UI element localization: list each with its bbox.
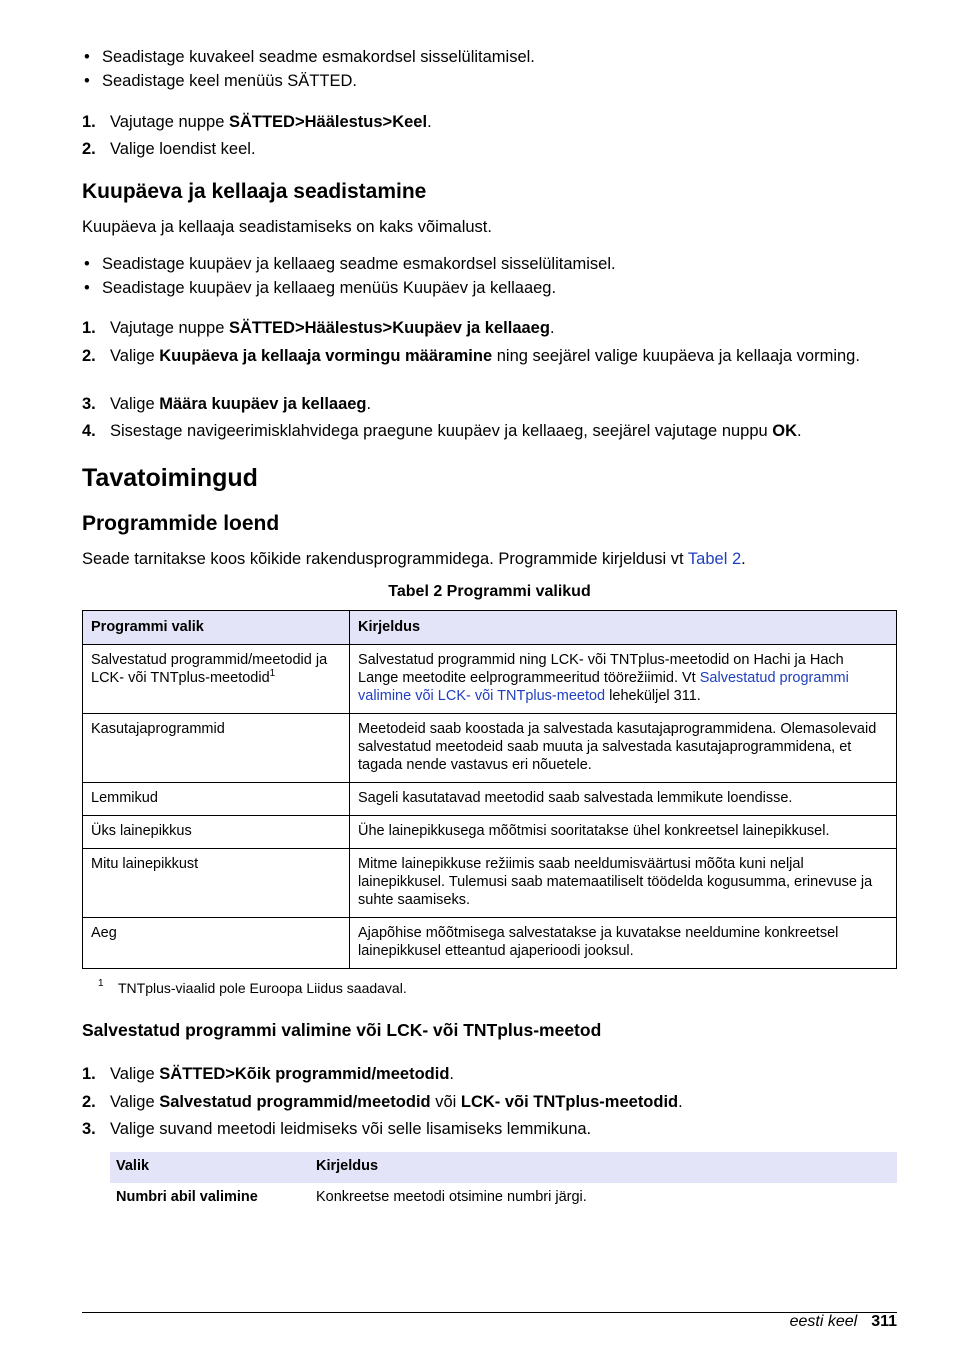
table-cell: Aeg: [83, 918, 350, 969]
table-cell: Ühe lainepikkusega mõõtmisi sooritatakse ühel konkreetsel lainepikkusel.: [350, 816, 897, 849]
section-heading-programs: Programmide loend: [82, 512, 280, 535]
step-text: Vajutage nuppe: [110, 113, 229, 131]
saved-step-1: [82, 1064, 897, 1085]
table-cell: Meetodeid saab koostada ja salvestada kasutajaprogrammidena. Olemasolevaid salvestatud meetodeid saab muuta ja salvestada kasutajaprogrammidena, et tagada nende vastavus eri nõuetele.: [350, 714, 897, 783]
step-number: 3.: [82, 395, 96, 413]
table-row: [83, 849, 897, 918]
menu-path: SÄTTED>Häälestus>Kuupäev ja kellaaeg: [228, 319, 550, 337]
step-text: või: [430, 1093, 461, 1111]
programs-intro: [82, 550, 746, 569]
step-text: Valige: [110, 1093, 160, 1111]
step-text: Valige: [110, 395, 160, 413]
table-row: [83, 816, 897, 849]
datetime-step-4: [82, 421, 897, 442]
datetime-intro: Kuupäeva ja kellaaja seadistamiseks on kaks võimalust.: [82, 218, 492, 236]
language-step-2: [82, 139, 897, 160]
step-text: Vajutage nuppe: [110, 319, 229, 337]
step-number: 1.: [82, 113, 96, 131]
footnote-marker: 1: [269, 668, 276, 680]
saved-step-2: [82, 1092, 897, 1113]
table-row: [110, 1183, 897, 1211]
options-table: [110, 1152, 897, 1211]
step-text: .: [797, 422, 802, 440]
datetime-step-1: [82, 318, 897, 339]
table-cell: Numbri abil valimine: [116, 1189, 258, 1205]
step-text: ning seejärel valige kuupäeva ja kellaaja vorming.: [492, 347, 860, 365]
table-row: [83, 714, 897, 783]
footnote-number: 1: [98, 978, 104, 989]
step-text: .: [366, 395, 372, 413]
section-link[interactable]: Salvestatud programmi valimine või LCK- või TNTplus-meetod: [358, 670, 849, 704]
table-cell: Sageli kasutatavad meetodid saab salvestada lemmikute loendisse.: [350, 783, 897, 816]
menu-option: Määra kuupäev ja kellaaeg: [159, 395, 367, 413]
table-row: [83, 783, 897, 816]
list-item: • Seadistage kuupäev ja kellaaeg menüüs Kuupäev ja kellaaeg.: [82, 276, 616, 300]
table-header-cell: Valik: [110, 1152, 310, 1183]
list-item: • Seadistage keel menüüs SÄTTED.: [82, 69, 535, 93]
menu-option: LCK- või TNTplus-meetodid: [460, 1093, 679, 1111]
table-cell: Kasutajaprogrammid: [83, 714, 350, 783]
step-number: 2.: [82, 347, 96, 365]
saved-step-3: [82, 1119, 897, 1140]
table-cell: [83, 645, 350, 714]
table-row: [83, 645, 897, 714]
step-text: Valige loendist keel.: [110, 140, 256, 158]
programs-table: [82, 610, 897, 969]
step-text: .: [427, 113, 432, 131]
step-text: .: [449, 1065, 454, 1083]
table-cell: Ajapõhise mõõtmisega salvestatakse ja kuvatakse neeldumine konkreetsel lainepikkusel etteantud ajaperioodi jooksul.: [350, 918, 897, 969]
step-number: 3.: [82, 1120, 96, 1138]
step-number: 1.: [82, 319, 96, 337]
step-text: .: [678, 1093, 683, 1111]
table-caption: Tabel 2 Programmi valikud: [388, 583, 591, 600]
page-number: 311: [871, 1313, 897, 1330]
table-row: [83, 918, 897, 969]
table-cell: Mitu lainepikkust: [83, 849, 350, 918]
menu-option: OK: [772, 422, 798, 440]
datetime-step-2: [82, 346, 897, 367]
chapter-heading: Tavatoimingud: [82, 464, 258, 492]
menu-path: SÄTTED>Kõik programmid/meetodid: [159, 1065, 450, 1083]
step-text: Valige: [110, 1065, 160, 1083]
step-text: Valige suvand meetodi leidmiseks või selle lisamiseks lemmikuna.: [110, 1120, 592, 1138]
table-cell: Konkreetse meetodi otsimine numbri järgi.: [316, 1189, 587, 1205]
table-header-cell: Programmi valik: [83, 611, 350, 645]
step-text: Sisestage navigeerimisklahvidega praegune kuupäev ja kellaaeg, seejärel vajutage nuppu: [110, 422, 773, 440]
table-header-row: [83, 611, 897, 645]
language-bullet-list: [82, 45, 535, 93]
table-header-row: [110, 1152, 897, 1183]
step-number: 2.: [82, 140, 96, 158]
step-number: 4.: [82, 422, 96, 440]
language-step-1: [82, 112, 897, 133]
list-item: • Seadistage kuupäev ja kellaaeg seadme esmakordsel sisselülitamisel.: [82, 252, 616, 276]
table-header-cell: Kirjeldus: [350, 611, 897, 645]
menu-option: Kuupäeva ja kellaaja vormingu määramine: [159, 347, 493, 365]
step-number: 1.: [82, 1065, 96, 1083]
table-cell: Mitme lainepikkuse režiimis saab neeldumisväärtusi mõõta kuni neljal lainepikkusel. Tulemusi saab matemaatiliselt töödelda kogusumma, erinevuse ja suhte saamiseks.: [350, 849, 897, 918]
cell-text: Salvestatud programmid/meetodid ja LCK- või TNTplus-meetodid: [91, 652, 328, 686]
table-cell: Üks lainepikkus: [83, 816, 350, 849]
section-heading-datetime: Kuupäeva ja kellaaja seadistamine: [82, 180, 427, 203]
footnote-text: TNTplus-viaalid pole Euroopa Liidus saadaval.: [118, 980, 407, 996]
subsection-heading-saved: Salvestatud programmi valimine või LCK- või TNTplus-meetod: [82, 1020, 602, 1040]
page-footer: [790, 1313, 897, 1331]
datetime-bullet-list: [82, 252, 616, 300]
table-cell: [350, 645, 897, 714]
list-item: • Seadistage kuvakeel seadme esmakordsel sisselülitamisel.: [82, 45, 535, 69]
table-header-cell: Kirjeldus: [310, 1152, 897, 1183]
footer-divider: [82, 1312, 897, 1313]
datetime-step-3: [82, 394, 897, 415]
step-text: .: [549, 319, 555, 337]
table-link[interactable]: Tabel 2: [687, 550, 742, 568]
intro-text: .: [741, 550, 746, 568]
footer-language: eesti keel: [789, 1313, 858, 1330]
cell-text: leheküljel 311.: [605, 688, 701, 704]
step-number: 2.: [82, 1093, 96, 1111]
menu-path: SÄTTED>Häälestus>Keel: [228, 113, 428, 131]
table-cell: Lemmikud: [83, 783, 350, 816]
cell-text: Salvestatud programmid ning LCK- või TNTplus-meetodid on Hachi ja Hach Lange meetodite eelprogrammeeritud töörežiimid. Vt: [358, 652, 844, 686]
step-text: Valige: [110, 347, 160, 365]
menu-option: Salvestatud programmid/meetodid: [159, 1093, 431, 1111]
intro-text: Seade tarnitakse koos kõikide rakendusprogrammidega. Programmide kirjeldusi vt: [82, 550, 688, 568]
